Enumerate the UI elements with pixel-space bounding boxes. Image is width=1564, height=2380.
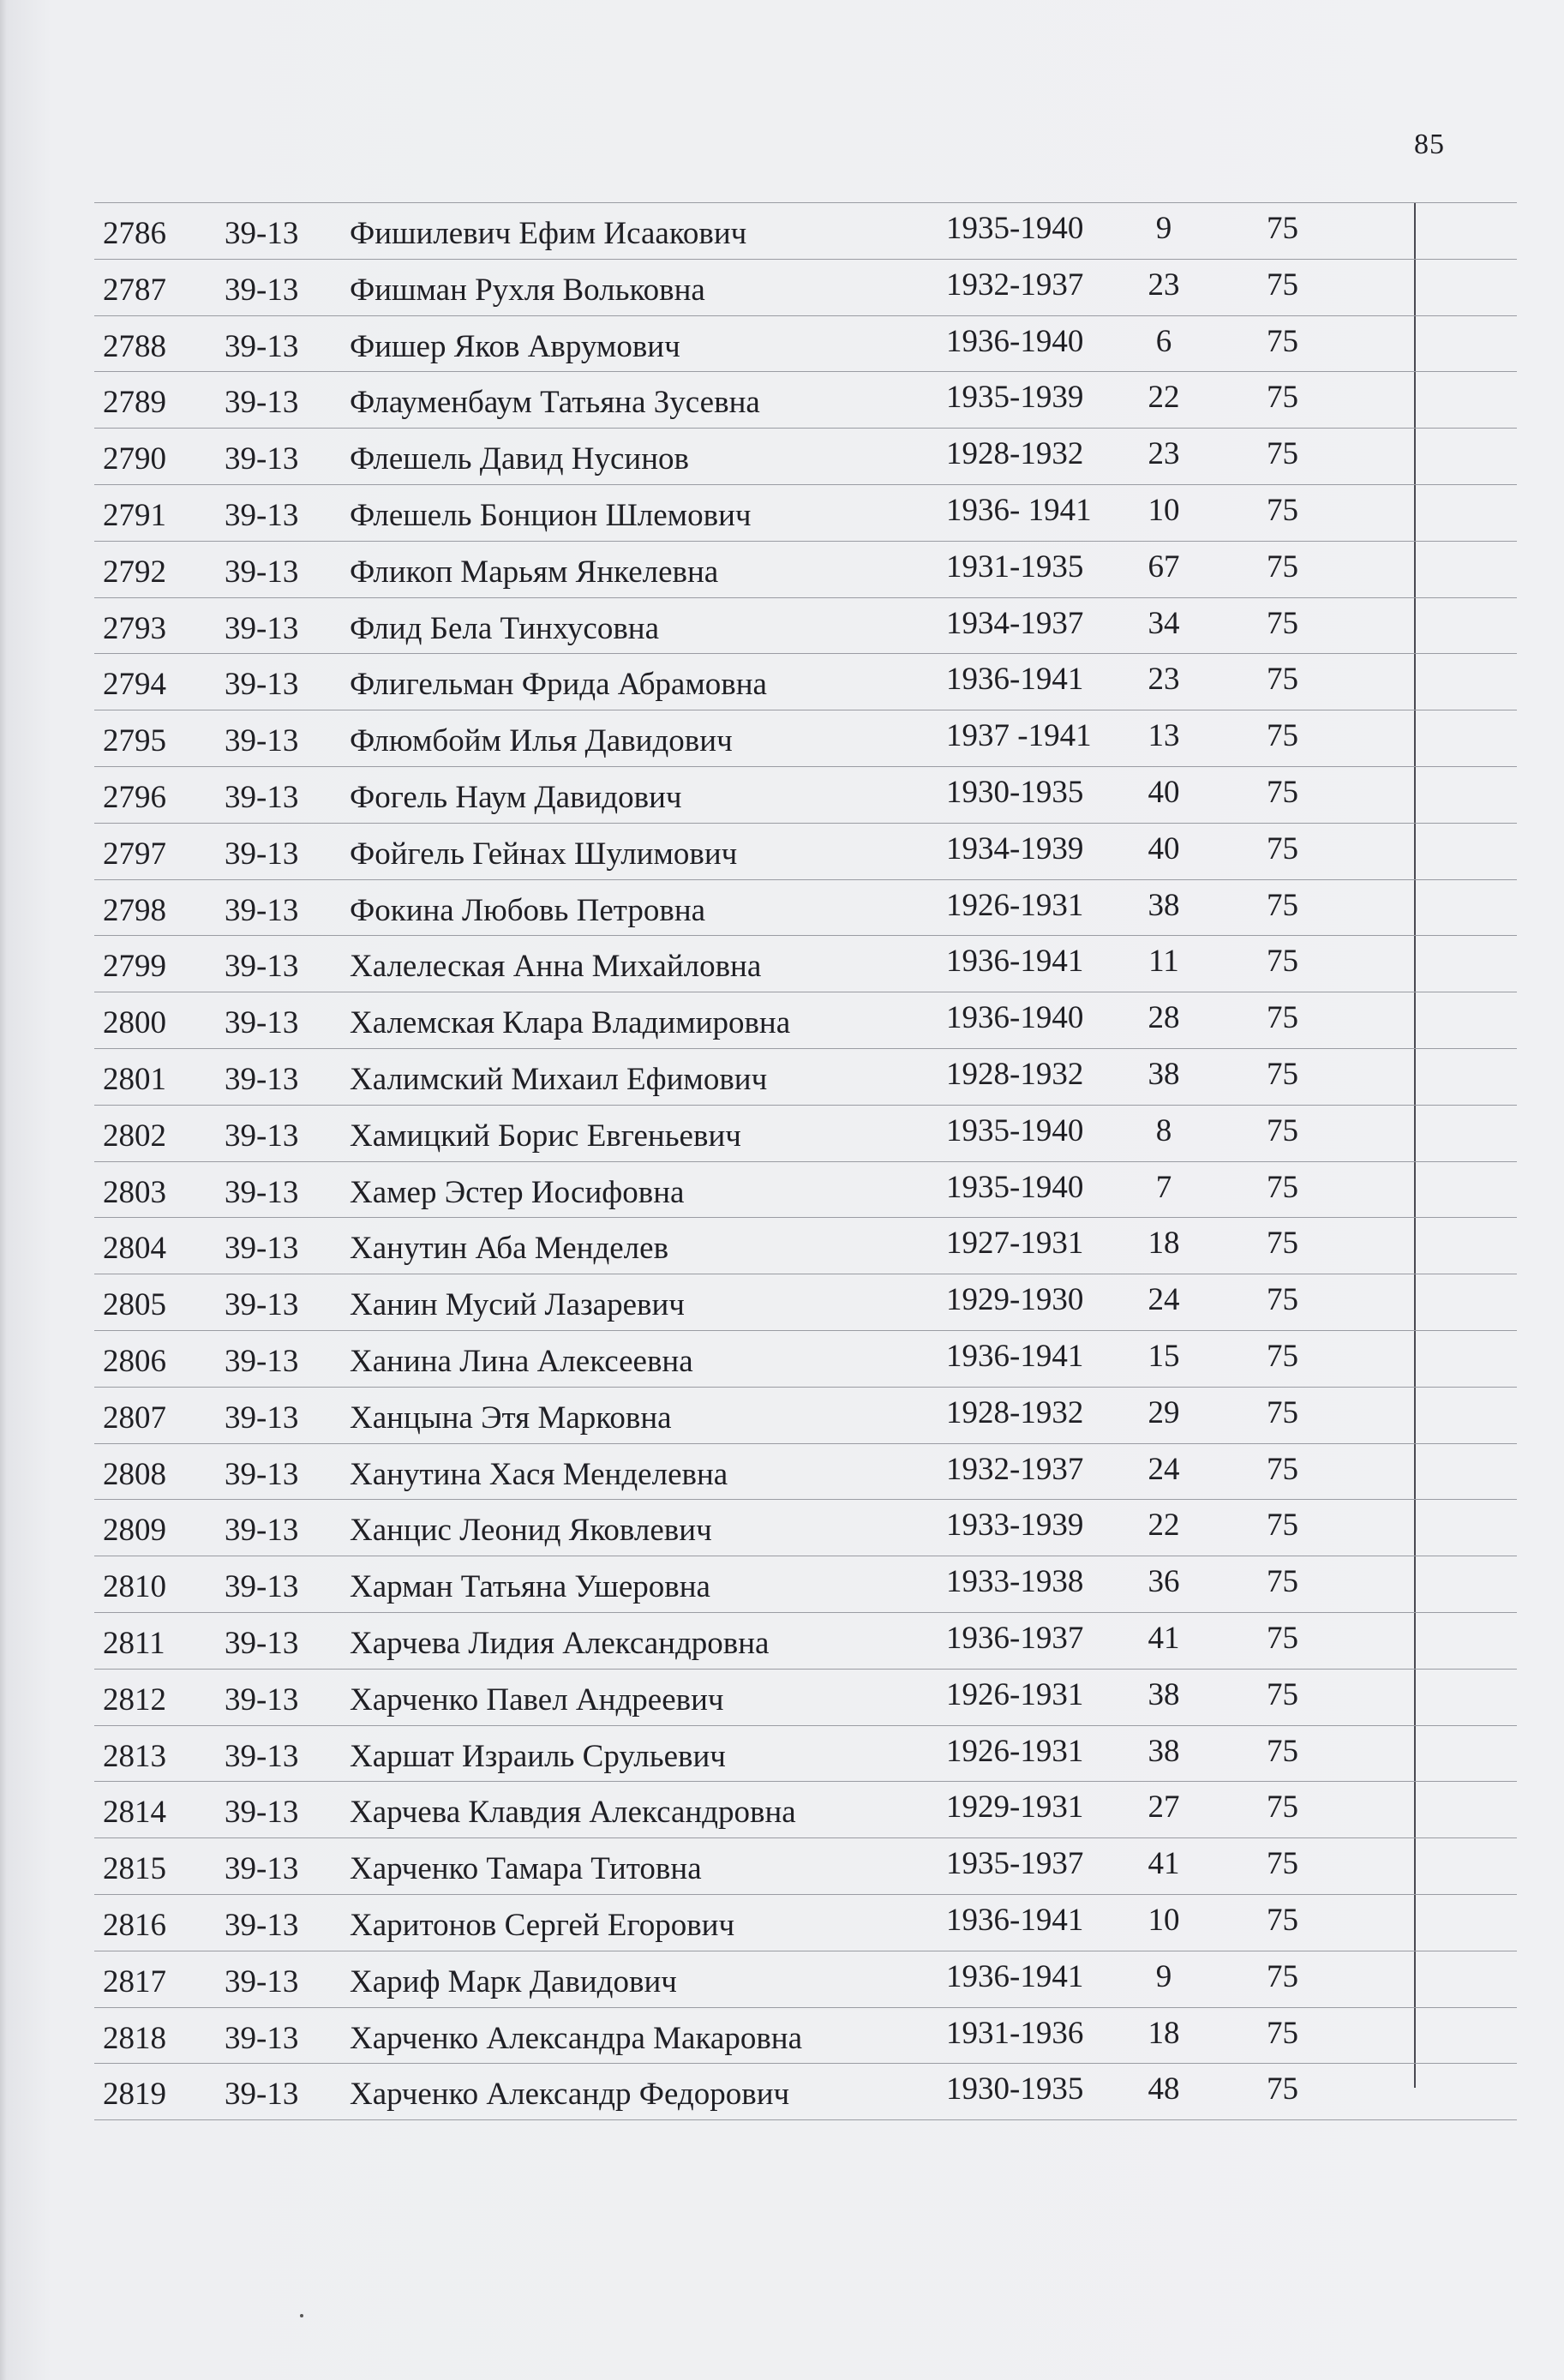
record-count: 41 xyxy=(1148,1846,1180,1882)
record-count: 38 xyxy=(1148,1733,1180,1769)
record-name: Хамер Эстер Иосифовна xyxy=(350,1174,685,1210)
record-years: 1931-1936 xyxy=(946,2015,1084,2051)
record-term: 75 xyxy=(1267,1169,1298,1205)
record-term: 75 xyxy=(1267,830,1298,866)
record-count: 41 xyxy=(1148,1620,1180,1656)
record-name: Ханин Мусий Лазаревич xyxy=(350,1287,685,1323)
record-years: 1926-1931 xyxy=(946,887,1084,923)
record-code: 39-13 xyxy=(225,949,299,985)
record-code: 39-13 xyxy=(225,1174,299,1210)
record-name: Ханцис Леонид Яковлевич xyxy=(350,1513,712,1549)
table-row xyxy=(94,1670,1517,1726)
table-row xyxy=(94,1444,1517,1501)
record-count: 11 xyxy=(1148,944,1179,980)
table-row xyxy=(94,710,1517,767)
record-count: 24 xyxy=(1148,1451,1180,1487)
record-number: 2808 xyxy=(103,1456,166,1492)
record-code: 39-13 xyxy=(225,1287,299,1323)
record-code: 39-13 xyxy=(225,1513,299,1549)
record-code: 39-13 xyxy=(225,1118,299,1154)
record-name: Халимский Михаил Ефимович xyxy=(350,1061,768,1097)
table-row xyxy=(94,1218,1517,1274)
record-years: 1926-1931 xyxy=(946,1733,1084,1769)
record-number: 2811 xyxy=(103,1625,165,1661)
record-number: 2804 xyxy=(103,1231,166,1267)
record-code: 39-13 xyxy=(225,272,299,308)
record-term: 75 xyxy=(1267,1789,1298,1825)
record-years: 1936-1941 xyxy=(946,662,1084,698)
record-name: Ханина Лина Алексеевна xyxy=(350,1343,693,1379)
table-row xyxy=(94,2008,1517,2065)
record-years: 1928-1932 xyxy=(946,1394,1084,1430)
record-name: Харченко Александра Макаровна xyxy=(350,2020,803,2056)
record-term: 75 xyxy=(1267,887,1298,923)
table-row xyxy=(94,542,1517,598)
table-row xyxy=(94,992,1517,1049)
record-term: 75 xyxy=(1267,1226,1298,1262)
record-name: Ханутин Аба Менделев xyxy=(350,1231,669,1267)
record-count: 40 xyxy=(1148,774,1180,810)
record-code: 39-13 xyxy=(225,2020,299,2056)
record-code: 39-13 xyxy=(225,1682,299,1718)
record-term: 75 xyxy=(1267,1112,1298,1148)
record-years: 1932-1937 xyxy=(946,267,1084,303)
record-code: 39-13 xyxy=(225,723,299,759)
record-years: 1928-1932 xyxy=(946,1056,1084,1092)
record-code: 39-13 xyxy=(225,497,299,533)
record-name: Харченко Павел Андреевич xyxy=(350,1682,724,1718)
record-term: 75 xyxy=(1267,1508,1298,1544)
record-term: 75 xyxy=(1267,1000,1298,1036)
record-number: 2794 xyxy=(103,667,166,703)
record-code: 39-13 xyxy=(225,1795,299,1831)
record-number: 2788 xyxy=(103,328,166,364)
register-table xyxy=(94,202,1517,2120)
record-term: 75 xyxy=(1267,1451,1298,1487)
record-years: 1936-1940 xyxy=(946,323,1084,359)
table-row xyxy=(94,767,1517,824)
record-code: 39-13 xyxy=(225,836,299,872)
record-name: Фогель Наум Давидович xyxy=(350,779,682,815)
table-row xyxy=(94,429,1517,485)
record-years: 1929-1930 xyxy=(946,1282,1084,1318)
record-code: 39-13 xyxy=(225,216,299,251)
record-count: 28 xyxy=(1148,1000,1180,1036)
record-count: 15 xyxy=(1148,1338,1180,1374)
record-years: 1936-1941 xyxy=(946,1958,1084,1994)
table-row xyxy=(94,2064,1517,2120)
record-term: 75 xyxy=(1267,323,1298,359)
record-number: 2818 xyxy=(103,2020,166,2056)
record-code: 39-13 xyxy=(225,1907,299,1943)
table-row xyxy=(94,824,1517,880)
table-row xyxy=(94,1895,1517,1951)
record-name: Фликоп Марьям Янкелевна xyxy=(350,554,719,590)
record-term: 75 xyxy=(1267,492,1298,528)
record-years: 1934-1937 xyxy=(946,605,1084,641)
record-name: Харченко Тамара Титовна xyxy=(350,1851,702,1887)
table-row xyxy=(94,654,1517,710)
record-code: 39-13 xyxy=(225,1061,299,1097)
record-count: 38 xyxy=(1148,1676,1180,1712)
record-number: 2807 xyxy=(103,1400,166,1436)
record-code: 39-13 xyxy=(225,610,299,646)
table-row xyxy=(94,1726,1517,1783)
table-row xyxy=(94,1556,1517,1613)
record-years: 1936-1941 xyxy=(946,1338,1084,1374)
record-number: 2815 xyxy=(103,1851,166,1887)
record-name: Ханутина Хася Менделевна xyxy=(350,1456,728,1492)
record-number: 2792 xyxy=(103,554,166,590)
record-number: 2798 xyxy=(103,892,166,928)
record-count: 48 xyxy=(1148,2071,1180,2107)
record-number: 2805 xyxy=(103,1287,166,1323)
record-number: 2793 xyxy=(103,610,166,646)
record-years: 1931-1935 xyxy=(946,549,1084,585)
record-years: 1936-1940 xyxy=(946,1000,1084,1036)
record-term: 75 xyxy=(1267,605,1298,641)
record-code: 39-13 xyxy=(225,779,299,815)
record-name: Фишман Рухля Вольковна xyxy=(350,272,705,308)
table-row xyxy=(94,936,1517,992)
record-years: 1930-1935 xyxy=(946,774,1084,810)
record-count: 24 xyxy=(1148,1282,1180,1318)
record-count: 38 xyxy=(1148,1056,1180,1092)
record-name: Флигельман Фрида Абрамовна xyxy=(350,667,767,703)
record-count: 13 xyxy=(1148,718,1180,754)
speck xyxy=(300,2314,303,2317)
record-number: 2802 xyxy=(103,1118,166,1154)
record-number: 2799 xyxy=(103,949,166,985)
record-count: 23 xyxy=(1148,662,1180,698)
record-code: 39-13 xyxy=(225,1231,299,1267)
record-name: Флешель Давид Нусинов xyxy=(350,441,689,477)
record-code: 39-13 xyxy=(225,1569,299,1605)
record-years: 1932-1937 xyxy=(946,1451,1084,1487)
record-term: 75 xyxy=(1267,1564,1298,1600)
record-term: 75 xyxy=(1267,718,1298,754)
record-count: 9 xyxy=(1155,1958,1172,1994)
record-name: Флауменбаум Татьяна Зусевна xyxy=(350,385,760,421)
record-term: 75 xyxy=(1267,1676,1298,1712)
record-name: Фишер Яков Аврумович xyxy=(350,328,680,364)
table-row xyxy=(94,1500,1517,1556)
table-row xyxy=(94,1951,1517,2008)
record-term: 75 xyxy=(1267,2015,1298,2051)
record-count: 8 xyxy=(1155,1112,1172,1148)
record-term: 75 xyxy=(1267,1902,1298,1938)
table-row xyxy=(94,1049,1517,1106)
record-years: 1933-1938 xyxy=(946,1564,1084,1600)
record-number: 2787 xyxy=(103,272,166,308)
record-term: 75 xyxy=(1267,774,1298,810)
table-row xyxy=(94,316,1517,373)
record-code: 39-13 xyxy=(225,1400,299,1436)
record-code: 39-13 xyxy=(225,1005,299,1041)
record-count: 34 xyxy=(1148,605,1180,641)
record-number: 2796 xyxy=(103,779,166,815)
record-number: 2812 xyxy=(103,1682,166,1718)
record-code: 39-13 xyxy=(225,892,299,928)
record-count: 10 xyxy=(1148,492,1180,528)
record-years: 1936-1941 xyxy=(946,1902,1084,1938)
record-years: 1933-1939 xyxy=(946,1508,1084,1544)
record-count: 18 xyxy=(1148,1226,1180,1262)
record-name: Халелеская Анна Михайловна xyxy=(350,949,762,985)
record-code: 39-13 xyxy=(225,667,299,703)
record-name: Флюмбойм Илья Давидович xyxy=(350,723,733,759)
record-name: Харман Татьяна Ушеровна xyxy=(350,1569,710,1605)
record-code: 39-13 xyxy=(225,1963,299,1999)
record-number: 2797 xyxy=(103,836,166,872)
record-years: 1935-1940 xyxy=(946,1169,1084,1205)
record-count: 22 xyxy=(1148,380,1180,416)
record-count: 67 xyxy=(1148,549,1180,585)
record-count: 23 xyxy=(1148,267,1180,303)
record-years: 1927-1931 xyxy=(946,1226,1084,1262)
record-count: 36 xyxy=(1148,1564,1180,1600)
record-number: 2791 xyxy=(103,497,166,533)
record-term: 75 xyxy=(1267,662,1298,698)
record-term: 75 xyxy=(1267,211,1298,246)
record-number: 2803 xyxy=(103,1174,166,1210)
record-term: 75 xyxy=(1267,1282,1298,1318)
record-name: Харшат Израиль Срульевич xyxy=(350,1738,726,1774)
page-number: 85 xyxy=(1414,129,1445,160)
record-term: 75 xyxy=(1267,1394,1298,1430)
record-code: 39-13 xyxy=(225,554,299,590)
record-name: Фишилевич Ефим Исаакович xyxy=(350,216,747,251)
record-number: 2806 xyxy=(103,1343,166,1379)
record-code: 39-13 xyxy=(225,328,299,364)
record-code: 39-13 xyxy=(225,1851,299,1887)
record-name: Хариф Марк Давидович xyxy=(350,1963,677,1999)
record-years: 1935-1939 xyxy=(946,380,1084,416)
record-term: 75 xyxy=(1267,1056,1298,1092)
record-number: 2800 xyxy=(103,1005,166,1041)
record-years: 1935-1940 xyxy=(946,1112,1084,1148)
record-number: 2786 xyxy=(103,216,166,251)
record-years: 1935-1940 xyxy=(946,211,1084,246)
table-row xyxy=(94,1274,1517,1331)
record-name: Флид Бела Тинхусовна xyxy=(350,610,660,646)
record-name: Фойгель Гейнах Шулимович xyxy=(350,836,738,872)
record-years: 1936- 1941 xyxy=(946,492,1092,528)
record-name: Халемская Клара Владимировна xyxy=(350,1005,791,1041)
record-count: 18 xyxy=(1148,2015,1180,2051)
record-number: 2810 xyxy=(103,1569,166,1605)
record-number: 2789 xyxy=(103,385,166,421)
record-years: 1936-1941 xyxy=(946,944,1084,980)
record-number: 2795 xyxy=(103,723,166,759)
record-number: 2814 xyxy=(103,1795,166,1831)
record-years: 1929-1931 xyxy=(946,1789,1084,1825)
table-row xyxy=(94,1613,1517,1670)
record-count: 23 xyxy=(1148,436,1180,472)
record-term: 75 xyxy=(1267,1958,1298,1994)
record-term: 75 xyxy=(1267,1733,1298,1769)
record-number: 2813 xyxy=(103,1738,166,1774)
record-term: 75 xyxy=(1267,2071,1298,2107)
record-name: Фокина Любовь Петровна xyxy=(350,892,706,928)
record-code: 39-13 xyxy=(225,1456,299,1492)
table-row xyxy=(94,202,1517,260)
record-count: 9 xyxy=(1155,211,1172,246)
record-name: Ханцына Этя Марковна xyxy=(350,1400,672,1436)
record-number: 2809 xyxy=(103,1513,166,1549)
record-count: 10 xyxy=(1148,1902,1180,1938)
record-count: 27 xyxy=(1148,1789,1180,1825)
record-years: 1930-1935 xyxy=(946,2071,1084,2107)
table-row xyxy=(94,598,1517,655)
record-count: 40 xyxy=(1148,830,1180,866)
record-years: 1937 -1941 xyxy=(946,718,1092,754)
record-term: 75 xyxy=(1267,267,1298,303)
table-row xyxy=(94,372,1517,429)
record-years: 1935-1937 xyxy=(946,1846,1084,1882)
record-number: 2817 xyxy=(103,1963,166,1999)
table-row xyxy=(94,260,1517,316)
record-name: Флешель Бонцион Шлемович xyxy=(350,497,752,533)
table-row xyxy=(94,1782,1517,1838)
record-count: 29 xyxy=(1148,1394,1180,1430)
record-name: Харитонов Сергей Егорович xyxy=(350,1907,735,1943)
record-term: 75 xyxy=(1267,1338,1298,1374)
record-term: 75 xyxy=(1267,1846,1298,1882)
record-years: 1928-1932 xyxy=(946,436,1084,472)
table-row xyxy=(94,1162,1517,1219)
record-code: 39-13 xyxy=(225,385,299,421)
record-term: 75 xyxy=(1267,436,1298,472)
record-code: 39-13 xyxy=(225,1625,299,1661)
record-years: 1926-1931 xyxy=(946,1676,1084,1712)
record-number: 2816 xyxy=(103,1907,166,1943)
record-count: 7 xyxy=(1155,1169,1172,1205)
record-code: 39-13 xyxy=(225,1738,299,1774)
table-row xyxy=(94,1331,1517,1388)
record-name: Харченко Александр Федорович xyxy=(350,2077,790,2113)
record-term: 75 xyxy=(1267,1620,1298,1656)
record-count: 6 xyxy=(1155,323,1172,359)
record-name: Хамицкий Борис Евгеньевич xyxy=(350,1118,741,1154)
record-number: 2801 xyxy=(103,1061,166,1097)
record-code: 39-13 xyxy=(225,2077,299,2113)
table-row xyxy=(94,1388,1517,1444)
record-count: 22 xyxy=(1148,1508,1180,1544)
record-term: 75 xyxy=(1267,549,1298,585)
record-term: 75 xyxy=(1267,944,1298,980)
table-row xyxy=(94,1838,1517,1895)
record-name: Харчева Лидия Александровна xyxy=(350,1625,770,1661)
table-row xyxy=(94,1106,1517,1162)
table-row xyxy=(94,485,1517,542)
record-count: 38 xyxy=(1148,887,1180,923)
record-code: 39-13 xyxy=(225,1343,299,1379)
table-row xyxy=(94,880,1517,937)
record-number: 2819 xyxy=(103,2077,166,2113)
record-code: 39-13 xyxy=(225,441,299,477)
record-number: 2790 xyxy=(103,441,166,477)
record-years: 1936-1937 xyxy=(946,1620,1084,1656)
record-term: 75 xyxy=(1267,380,1298,416)
record-name: Харчева Клавдия Александровна xyxy=(350,1795,796,1831)
record-years: 1934-1939 xyxy=(946,830,1084,866)
